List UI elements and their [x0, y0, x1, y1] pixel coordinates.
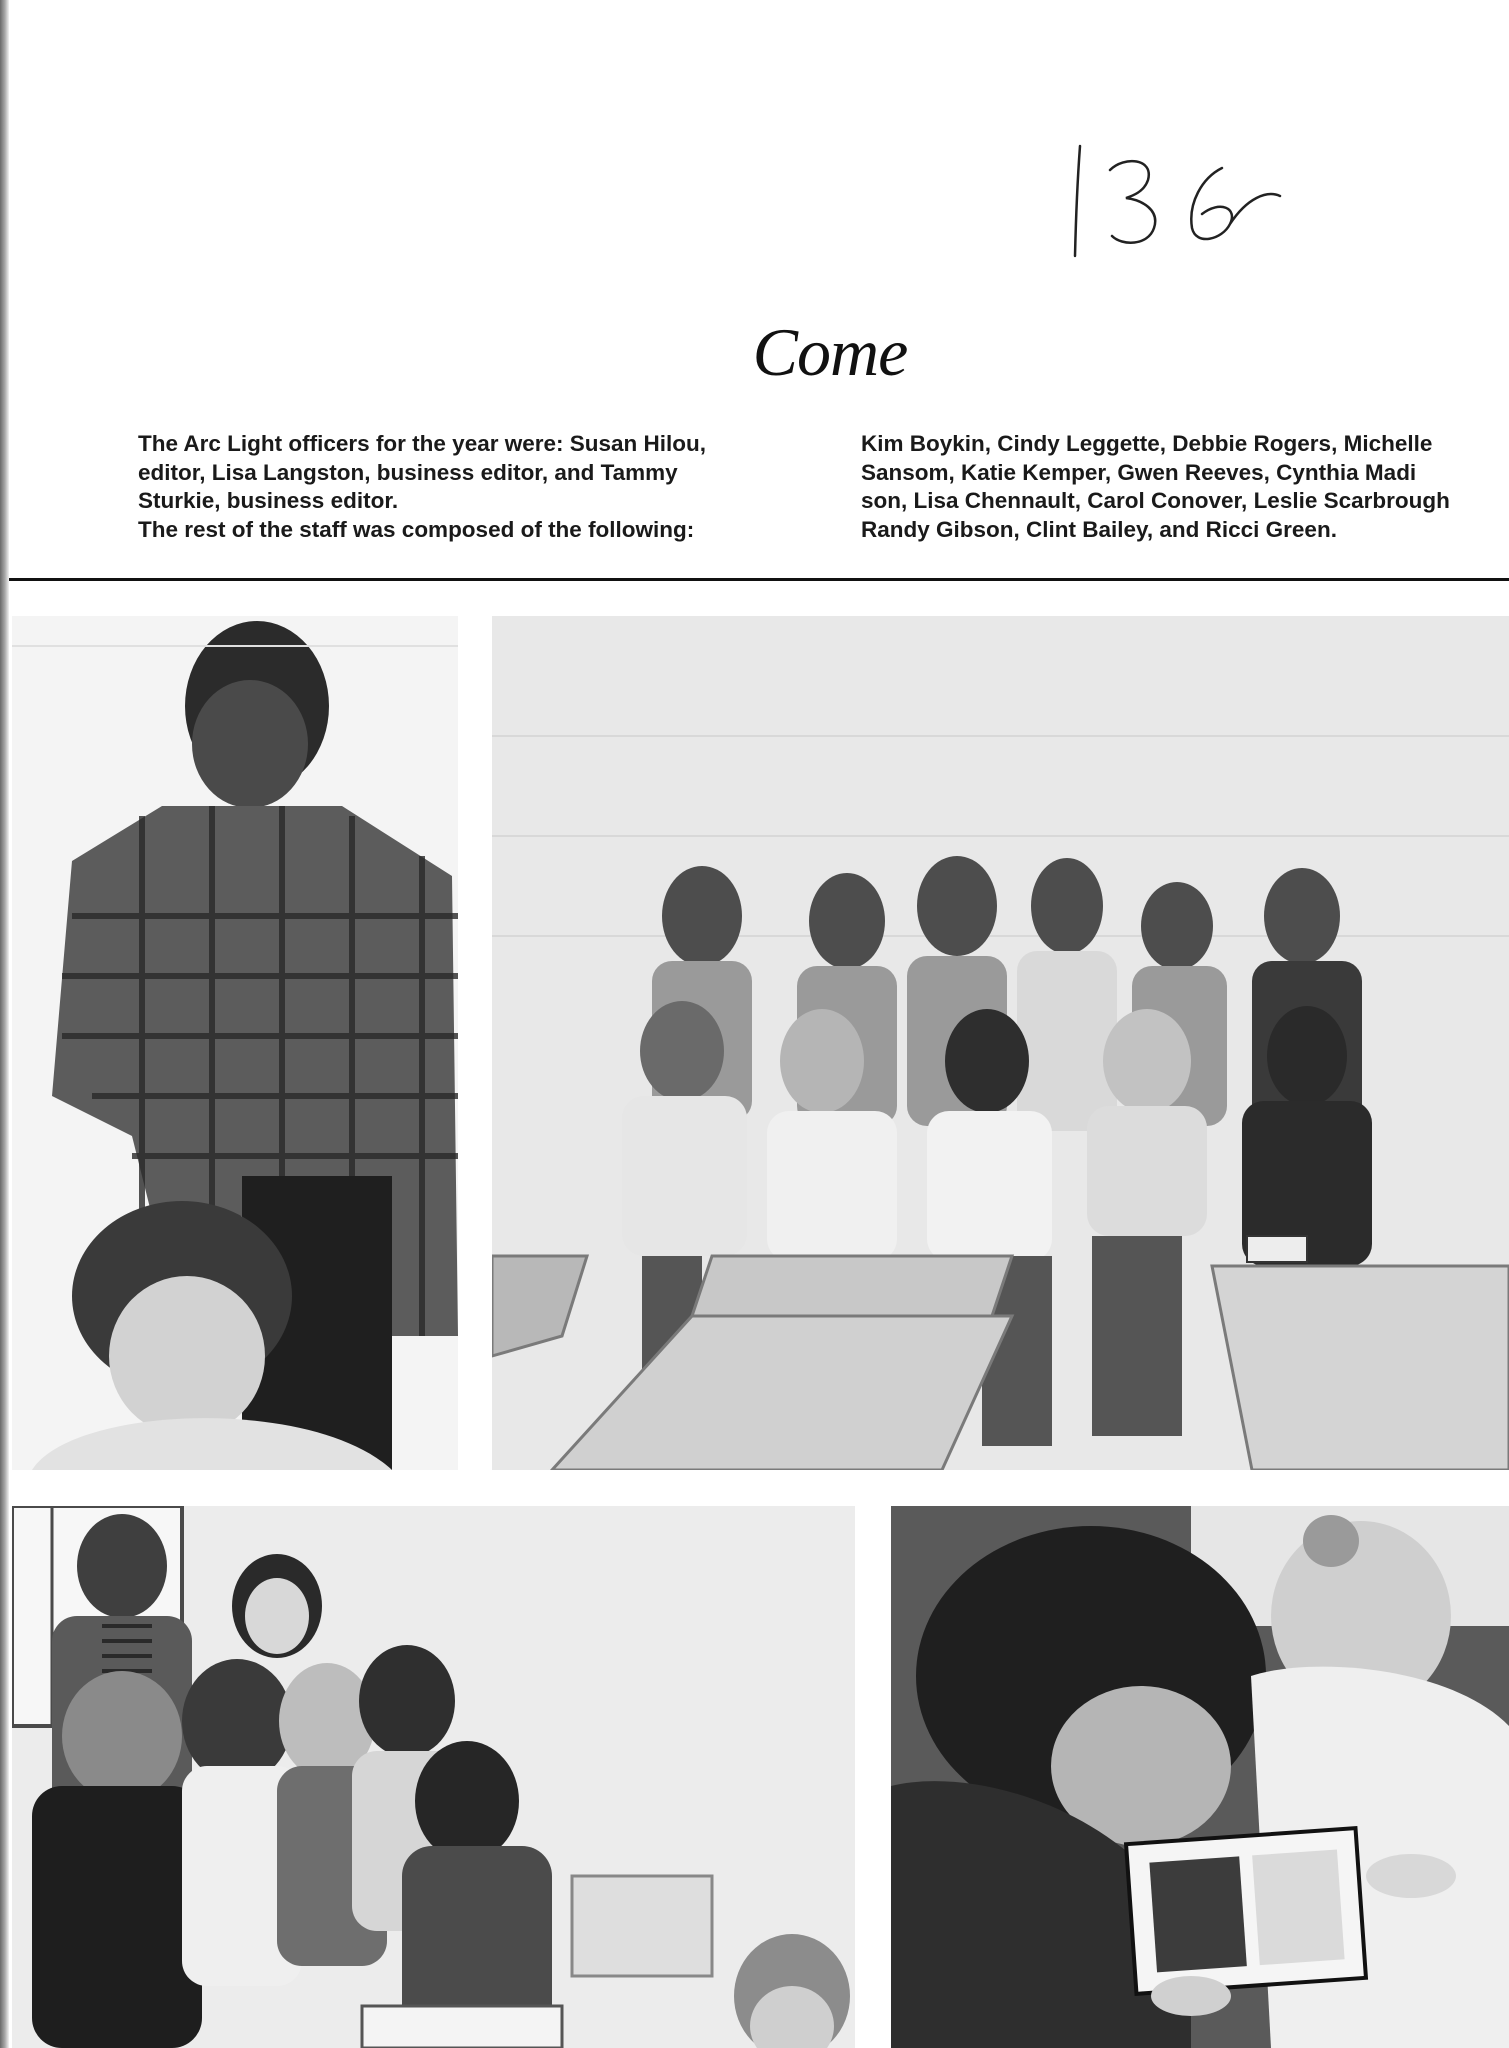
handwritten-page-number	[1062, 128, 1292, 263]
caption-line: Sturkie, business editor.	[138, 488, 399, 513]
photo-staff-group-portrait	[492, 616, 1509, 1470]
photo-celebration-image	[12, 1506, 855, 2048]
caption-line: The rest of the staff was composed of the following:	[138, 516, 695, 542]
photo-staff-celebration	[12, 1506, 855, 2048]
photo-hair-styling-image	[12, 616, 458, 1470]
caption-line: The Arc Light officers for the year were: Susan Hilou,	[138, 431, 707, 456]
photo-staff-layout-work	[891, 1506, 1509, 2048]
caption-line: son, Lisa Chennault, Carol Conover, Leslie Scarbrough	[861, 488, 1450, 513]
caption-line: Randy Gibson, Clint Bailey, and Ricci Green.	[861, 516, 1337, 542]
caption-line: editor, Lisa Langston, business editor, and Tammy	[138, 459, 678, 485]
caption-right-column	[861, 430, 1509, 544]
photo-staff-hair-styling	[12, 616, 458, 1470]
photo-group-portrait-image	[492, 616, 1509, 1470]
photo-layout-work-image	[891, 1506, 1509, 2048]
caption-left-column	[138, 430, 800, 544]
caption-line: Kim Boykin, Cindy Leggette, Debbie Rogers, Michelle	[861, 431, 1433, 456]
caption-line: Sansom, Katie Kemper, Gwen Reeves, Cynthia Madi	[861, 459, 1417, 485]
handwritten-page-number-drawing	[1062, 128, 1292, 263]
section-divider-rule	[9, 578, 1509, 581]
page-binding-edge	[0, 0, 9, 2048]
page-headline: Come	[752, 314, 908, 390]
